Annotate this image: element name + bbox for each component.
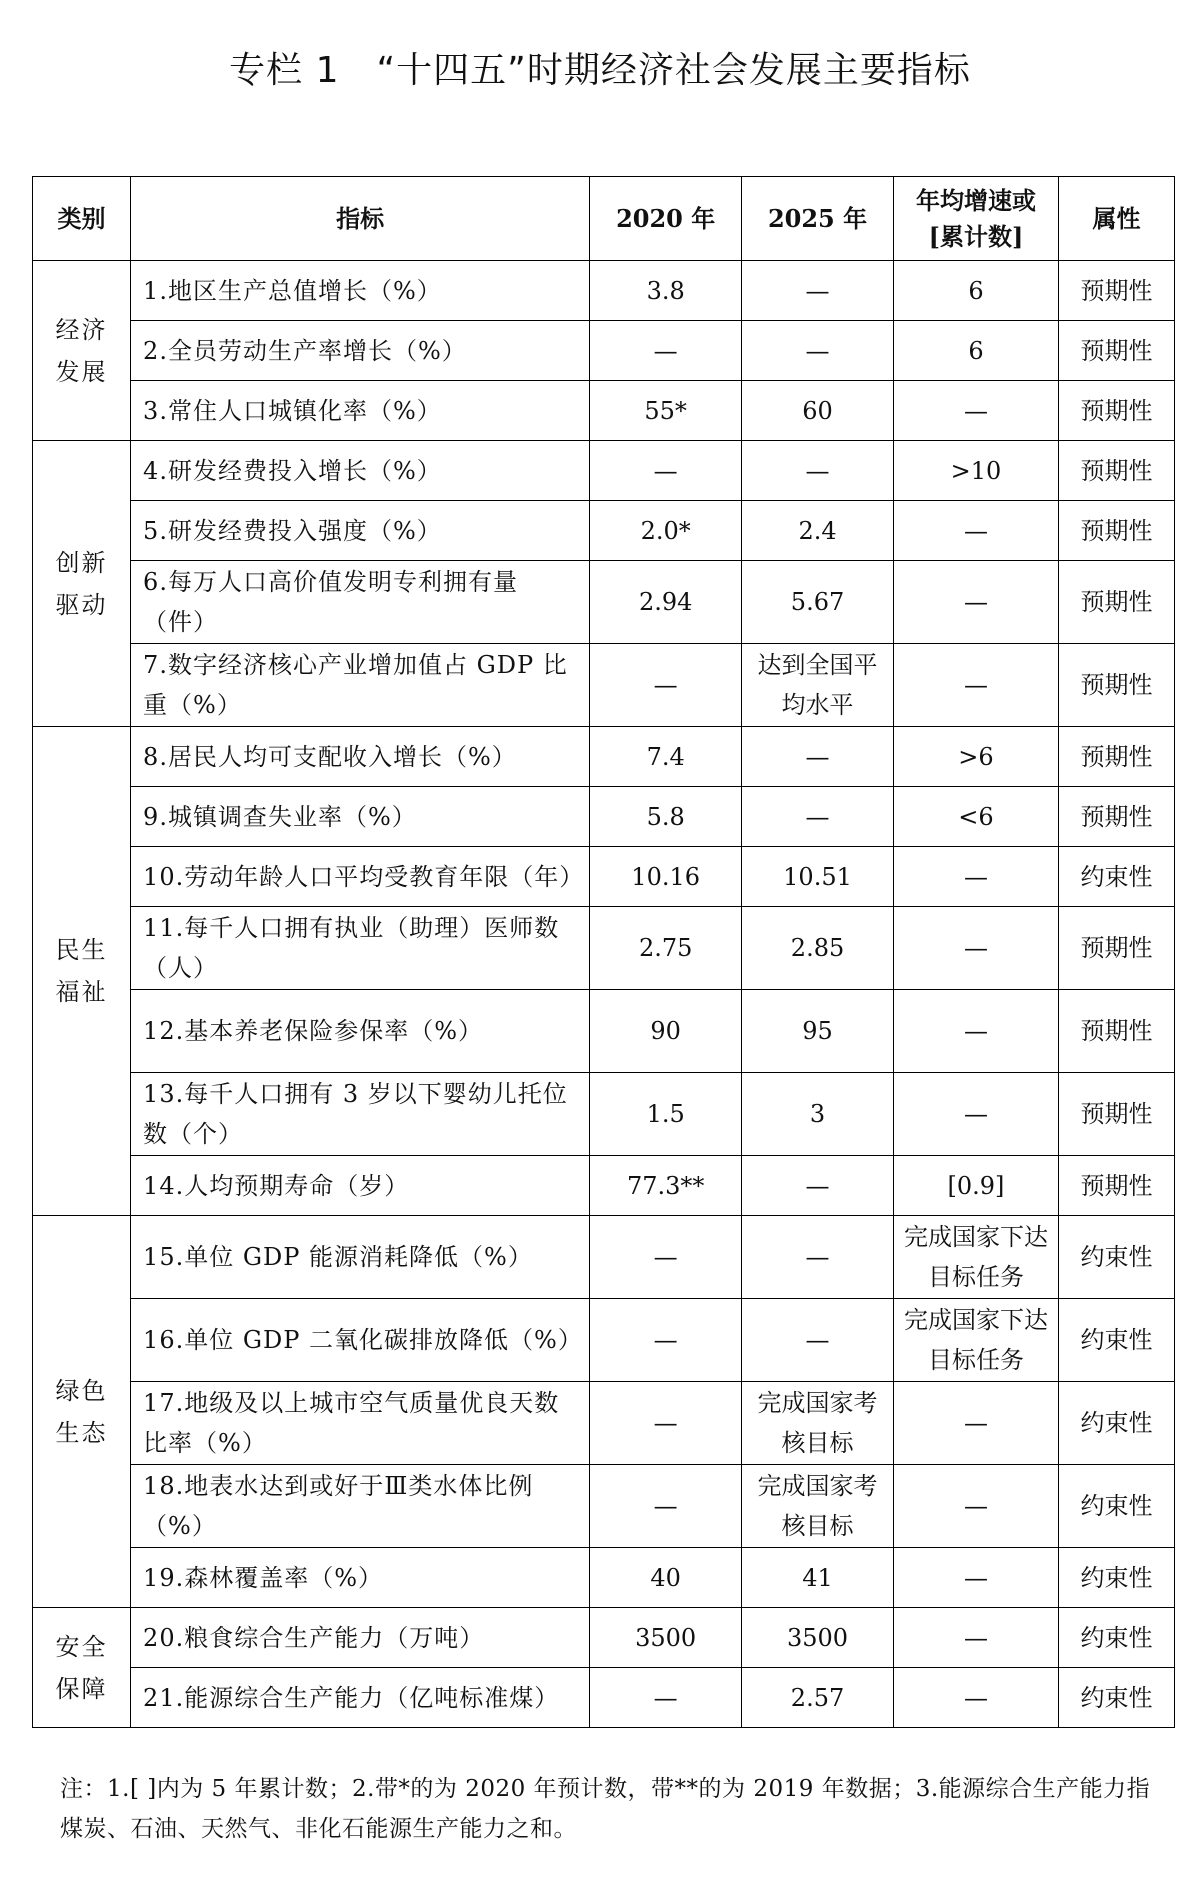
value-2020-cell: 90: [590, 990, 742, 1073]
indicator-cell: 6.每万人口高价值发明专利拥有量（件）: [131, 561, 590, 644]
indicator-cell: 3.常住人口城镇化率（%）: [131, 381, 590, 441]
category-text: 保障: [55, 1674, 108, 1703]
indicator-cell: 8.居民人均可支配收入增长（%）: [131, 727, 590, 787]
growth-cell: >10: [893, 441, 1058, 501]
category-text: 安全: [55, 1632, 108, 1661]
attribute-cell: 预期性: [1058, 501, 1174, 561]
table-row: [33, 1073, 1175, 1156]
indicator-cell: 11.每千人口拥有执业（助理）医师数（人）: [131, 907, 590, 990]
attribute-cell: 预期性: [1058, 1073, 1174, 1156]
indicator-cell: 2.全员劳动生产率增长（%）: [131, 321, 590, 381]
value-2020-cell: 3.8: [590, 261, 742, 321]
indicator-cell: 15.单位 GDP 能源消耗降低（%）: [131, 1216, 590, 1299]
value-2020-cell: 10.16: [590, 847, 742, 907]
category-text: 民生: [55, 936, 108, 964]
value-2025-cell: 2.85: [742, 907, 894, 990]
growth-cell: —: [893, 1608, 1058, 1668]
value-2020-cell: —: [590, 441, 742, 501]
value-2025-cell: 3: [742, 1073, 894, 1156]
value-2020-cell: 2.0*: [590, 501, 742, 561]
growth-cell: <6: [893, 787, 1058, 847]
attribute-cell: 约束性: [1058, 847, 1174, 907]
table-row: [33, 1548, 1175, 1608]
value-2020-cell: 77.3**: [590, 1156, 742, 1216]
value-2025-cell: —: [742, 727, 894, 787]
attribute-cell: 预期性: [1058, 727, 1174, 787]
value-2025-cell: 5.67: [742, 561, 894, 644]
table-row: [33, 381, 1175, 441]
indicator-cell: 1.地区生产总值增长（%）: [131, 261, 590, 321]
indicator-cell: 21.能源综合生产能力（亿吨标准煤）: [131, 1668, 590, 1728]
value-2020-cell: —: [590, 1216, 742, 1299]
value-2020-cell: 1.5: [590, 1073, 742, 1156]
value-2025-cell: —: [742, 1299, 894, 1382]
indicator-cell: 18.地表水达到或好于Ⅲ类水体比例（%）: [131, 1465, 590, 1548]
indicator-cell: 14.人均预期寿命（岁）: [131, 1156, 590, 1216]
table-footnote: 注：1.[ ]内为 5 年累计数；2.带*的为 2020 年预计数，带**的为 2019 年数据；3.能源综合生产能力指煤炭、石油、天然气、非化石能源生产能力之和。: [60, 1776, 1151, 1842]
category-text: 福祉: [55, 978, 108, 1006]
growth-cell: >6: [893, 727, 1058, 787]
category-text: 创新: [55, 548, 108, 577]
category-cell: [33, 441, 131, 727]
category-cell: [33, 1608, 131, 1728]
header-category: 类别: [33, 177, 131, 261]
header-2020: 2020 年: [590, 177, 742, 261]
header-attribute: 属性: [1058, 177, 1174, 261]
category-cell: [33, 261, 131, 441]
category-text: 发展: [55, 357, 108, 386]
indicator-cell: 12.基本养老保险参保率（%）: [131, 990, 590, 1073]
value-2025-cell: 60: [742, 381, 894, 441]
attribute-cell: 预期性: [1058, 381, 1174, 441]
table-row: [33, 501, 1175, 561]
growth-cell: —: [893, 1668, 1058, 1728]
table-row: [33, 441, 1175, 501]
header-indicator: 指标: [131, 177, 590, 261]
growth-cell: —: [893, 907, 1058, 990]
value-2020-cell: —: [590, 644, 742, 727]
value-2020-cell: 7.4: [590, 727, 742, 787]
value-2020-cell: —: [590, 1382, 742, 1465]
value-2025-cell: 完成国家考核目标: [742, 1382, 894, 1465]
attribute-cell: 预期性: [1058, 261, 1174, 321]
value-2020-cell: 2.75: [590, 907, 742, 990]
growth-cell: —: [893, 1548, 1058, 1608]
value-2020-cell: —: [590, 1299, 742, 1382]
category-text: 经济: [55, 315, 108, 344]
growth-cell: 6: [893, 321, 1058, 381]
attribute-cell: 约束性: [1058, 1382, 1174, 1465]
indicators-table: [32, 176, 1175, 1728]
growth-cell: 完成国家下达目标任务: [893, 1216, 1058, 1299]
table-row: [33, 261, 1175, 321]
attribute-cell: 预期性: [1058, 907, 1174, 990]
value-2020-cell: —: [590, 321, 742, 381]
attribute-cell: 预期性: [1058, 1156, 1174, 1216]
value-2020-cell: —: [590, 1668, 742, 1728]
growth-cell: —: [893, 501, 1058, 561]
value-2020-cell: 55*: [590, 381, 742, 441]
indicator-cell: 19.森林覆盖率（%）: [131, 1548, 590, 1608]
value-2020-cell: 3500: [590, 1608, 742, 1668]
category-text: 生态: [55, 1418, 108, 1447]
table-row: [33, 1465, 1175, 1548]
growth-cell: —: [893, 1382, 1058, 1465]
header-growth: [893, 177, 1058, 261]
value-2020-cell: 40: [590, 1548, 742, 1608]
indicator-cell: 17.地级及以上城市空气质量优良天数比率（%）: [131, 1382, 590, 1465]
value-2025-cell: 达到全国平均水平: [742, 644, 894, 727]
table-row: [33, 907, 1175, 990]
value-2025-cell: —: [742, 1216, 894, 1299]
growth-cell: —: [893, 561, 1058, 644]
table-row: [33, 847, 1175, 907]
attribute-cell: 预期性: [1058, 321, 1174, 381]
attribute-cell: 预期性: [1058, 787, 1174, 847]
growth-cell: —: [893, 990, 1058, 1073]
growth-cell: —: [893, 847, 1058, 907]
attribute-cell: 约束性: [1058, 1465, 1174, 1548]
value-2025-cell: —: [742, 261, 894, 321]
category-text: 绿色: [55, 1376, 108, 1405]
growth-cell: 6: [893, 261, 1058, 321]
header-2025: 2025 年: [742, 177, 894, 261]
growth-cell: [0.9]: [893, 1156, 1058, 1216]
value-2025-cell: 10.51: [742, 847, 894, 907]
indicator-cell: 5.研发经费投入强度（%）: [131, 501, 590, 561]
value-2025-cell: 2.57: [742, 1668, 894, 1728]
table-row: [33, 1608, 1175, 1668]
table-row: [33, 787, 1175, 847]
table-row: [33, 727, 1175, 787]
value-2025-cell: 3500: [742, 1608, 894, 1668]
value-2025-cell: —: [742, 321, 894, 381]
table-row: [33, 990, 1175, 1073]
header-growth-line1: 年均增速或: [915, 185, 1036, 215]
indicator-cell: 10.劳动年龄人口平均受教育年限（年）: [131, 847, 590, 907]
growth-cell: 完成国家下达目标任务: [893, 1299, 1058, 1382]
value-2020-cell: 5.8: [590, 787, 742, 847]
table-row: [33, 644, 1175, 727]
value-2020-cell: 2.94: [590, 561, 742, 644]
table-row: [33, 321, 1175, 381]
attribute-cell: 预期性: [1058, 990, 1174, 1073]
value-2025-cell: 41: [742, 1548, 894, 1608]
attribute-cell: 约束性: [1058, 1299, 1174, 1382]
table-row: [33, 561, 1175, 644]
indicator-cell: 16.单位 GDP 二氧化碳排放降低（%）: [131, 1299, 590, 1382]
attribute-cell: 约束性: [1058, 1608, 1174, 1668]
growth-cell: —: [893, 381, 1058, 441]
value-2025-cell: 完成国家考核目标: [742, 1465, 894, 1548]
table-row: [33, 1156, 1175, 1216]
attribute-cell: 预期性: [1058, 441, 1174, 501]
table-row: [33, 1382, 1175, 1465]
attribute-cell: 约束性: [1058, 1668, 1174, 1728]
category-cell: [33, 727, 131, 1216]
indicator-cell: 9.城镇调查失业率（%）: [131, 787, 590, 847]
value-2025-cell: 95: [742, 990, 894, 1073]
growth-cell: —: [893, 1073, 1058, 1156]
attribute-cell: 约束性: [1058, 1548, 1174, 1608]
attribute-cell: 预期性: [1058, 644, 1174, 727]
table-row: [33, 1216, 1175, 1299]
indicator-cell: 7.数字经济核心产业增加值占 GDP 比重（%）: [131, 644, 590, 727]
category-text: 驱动: [55, 590, 108, 619]
header-growth-line2: [累计数]: [928, 221, 1024, 251]
header-row: [33, 177, 1175, 261]
table-row: [33, 1668, 1175, 1728]
growth-cell: —: [893, 644, 1058, 727]
indicator-cell: 20.粮食综合生产能力（万吨）: [131, 1608, 590, 1668]
value-2025-cell: —: [742, 441, 894, 501]
value-2025-cell: —: [742, 1156, 894, 1216]
table-row: [33, 1299, 1175, 1382]
attribute-cell: 预期性: [1058, 561, 1174, 644]
category-cell: [33, 1216, 131, 1608]
value-2025-cell: —: [742, 787, 894, 847]
value-2025-cell: 2.4: [742, 501, 894, 561]
value-2020-cell: —: [590, 1465, 742, 1548]
indicator-cell: 4.研发经费投入增长（%）: [131, 441, 590, 501]
attribute-cell: 约束性: [1058, 1216, 1174, 1299]
page-title: 专栏 1 “十四五”时期经济社会发展主要指标: [229, 50, 971, 91]
growth-cell: —: [893, 1465, 1058, 1548]
indicator-cell: 13.每千人口拥有 3 岁以下婴幼儿托位数（个）: [131, 1073, 590, 1156]
